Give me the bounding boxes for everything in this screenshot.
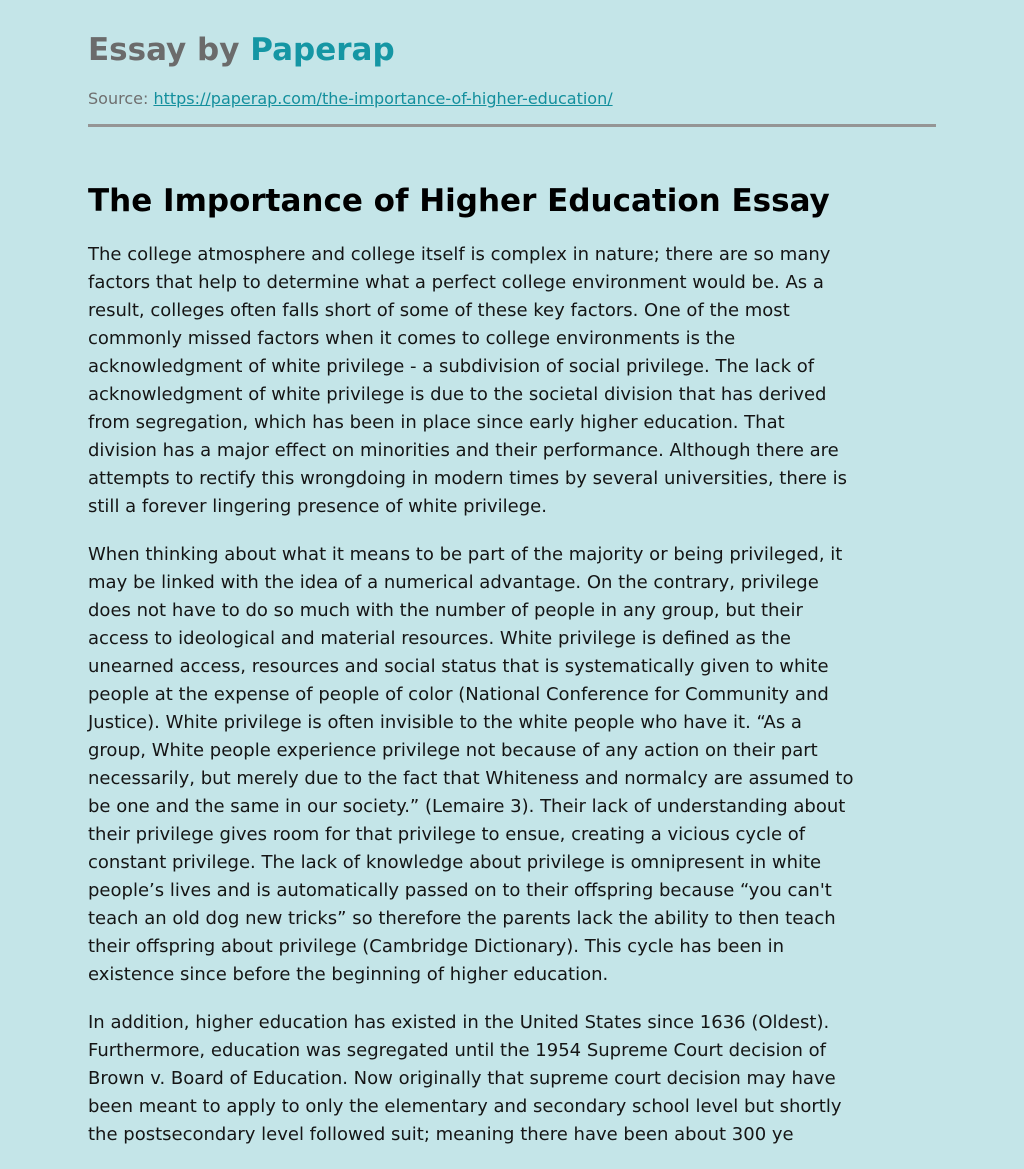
essay-paragraph bbox=[88, 541, 940, 989]
paragraph-line: Justice). White privilege is often invisible to the white people who have it. “As a bbox=[88, 712, 802, 733]
essay-paragraph bbox=[88, 241, 940, 521]
paragraph-line: does not have to do so much with the number of people in any group, but their bbox=[88, 600, 803, 621]
source-label: Source: bbox=[88, 89, 149, 108]
source-link[interactable]: https://paperap.com/the-importance-of-higher-education/ bbox=[153, 89, 613, 108]
paragraph-line: group, White people experience privilege not because of any action on their part bbox=[88, 740, 818, 761]
paragraph-line: division has a major effect on minorities and their performance. Although there are bbox=[88, 440, 839, 461]
essay-title: The Importance of Higher Education Essay bbox=[88, 183, 830, 219]
paragraph-line: The college atmosphere and college itself is complex in nature; there are so many bbox=[88, 244, 831, 265]
essay-paragraph bbox=[88, 1009, 940, 1149]
paragraph-line: acknowledgment of white privilege - a subdivision of social privilege. The lack of bbox=[88, 356, 815, 377]
paragraph-line: Furthermore, education was segregated until the 1954 Supreme Court decision of bbox=[88, 1040, 826, 1061]
essay-body bbox=[88, 241, 940, 1169]
brand-prefix: Essay by bbox=[88, 32, 251, 68]
paragraph-line: commonly missed factors when it comes to college environments is the bbox=[88, 328, 736, 349]
paragraph-line: result, colleges often falls short of some of these key factors. One of the most bbox=[88, 300, 790, 321]
paragraph-line: from segregation, which has been in place since early higher education. That bbox=[88, 412, 785, 433]
paragraph-line: When thinking about what it means to be part of the majority or being privileged, it bbox=[88, 544, 843, 565]
paragraph-line: access to ideological and material resources. White privilege is defined as the bbox=[88, 628, 791, 649]
paragraph-line: may be linked with the idea of a numerical advantage. On the contrary, privilege bbox=[88, 572, 819, 593]
paragraph-line: been meant to apply to only the elementary and secondary school level but shortly bbox=[88, 1096, 842, 1117]
paragraph-line: constant privilege. The lack of knowledge about privilege is omnipresent in white bbox=[88, 852, 822, 873]
paragraph-line: the postsecondary level followed suit; meaning there have been about 300 ye bbox=[88, 1124, 794, 1145]
paragraph-line: acknowledgment of white privilege is due to the societal division that has derived bbox=[88, 384, 827, 405]
brand-name: Paperap bbox=[250, 32, 395, 68]
paragraph-line: still a forever lingering presence of white privilege. bbox=[88, 496, 547, 517]
paragraph-line: be one and the same in our society.” (Lemaire 3). Their lack of understanding about bbox=[88, 796, 846, 817]
paragraph-line: people’s lives and is automatically passed on to their offspring because “you can't bbox=[88, 880, 832, 901]
paragraph-line: unearned access, resources and social status that is systematically given to white bbox=[88, 656, 829, 677]
paragraph-line: In addition, higher education has existed in the United States since 1636 (Oldest). bbox=[88, 1012, 830, 1033]
paragraph-line: necessarily, but merely due to the fact that Whiteness and normalcy are assumed to bbox=[88, 768, 854, 789]
paragraph-line: existence since before the beginning of higher education. bbox=[88, 964, 609, 985]
site-brand bbox=[88, 30, 395, 70]
source-line bbox=[88, 88, 613, 110]
paragraph-line: teach an old dog new tricks” so therefore the parents lack the ability to then teach bbox=[88, 908, 836, 929]
paragraph-line: their offspring about privilege (Cambridge Dictionary). This cycle has been in bbox=[88, 936, 785, 957]
paragraph-line: their privilege gives room for that privilege to ensue, creating a vicious cycle of bbox=[88, 824, 806, 845]
paragraph-line: factors that help to determine what a perfect college environment would be. As a bbox=[88, 272, 824, 293]
paragraph-line: people at the expense of people of color (National Conference for Community and bbox=[88, 684, 829, 705]
paragraph-line: attempts to rectify this wrongdoing in modern times by several universities, there is bbox=[88, 468, 847, 489]
header-divider bbox=[88, 124, 936, 127]
paragraph-line: Brown v. Board of Education. Now originally that supreme court decision may have bbox=[88, 1068, 836, 1089]
